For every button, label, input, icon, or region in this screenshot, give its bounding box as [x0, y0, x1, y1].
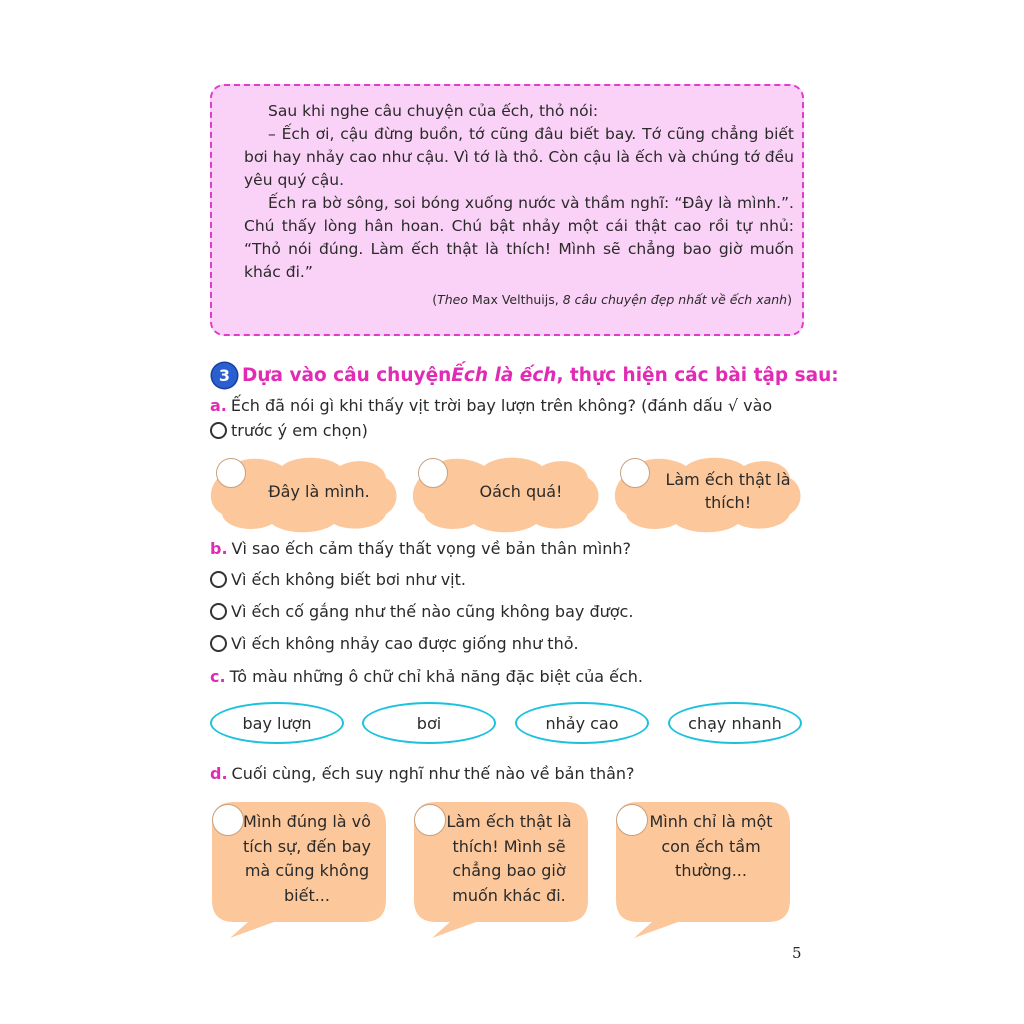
cloud-option-3[interactable]: [612, 456, 802, 534]
answer-circle[interactable]: [210, 571, 227, 588]
ability-oval-fly[interactable]: bay lượn: [210, 702, 344, 744]
exercise-3-title: 3 Dựa vào câu chuyện Ếch là ếch , thực hiện các bài tập sau:: [212, 362, 839, 388]
cloud-option-1-text: Đây là mình.: [268, 481, 370, 501]
speech-bubble-2-text: Làm ếch thật là thích! Mình sẽ chẳng bao giờ muốn khác đi.: [446, 812, 572, 905]
speech-bubble-1[interactable]: [210, 800, 388, 940]
story-citation: (Theo Max Velthuijs, 8 câu chuyện đẹp nhất về ếch xanh): [432, 292, 792, 307]
cloud-option-1[interactable]: [208, 456, 398, 534]
question-b-option-2[interactable]: Vì ếch cố gắng như thế nào cũng không bay được.: [210, 602, 633, 621]
speech-bubble-3-text: Mình chỉ là một con ếch tầm thường...: [649, 812, 773, 880]
question-b-option-3[interactable]: Vì ếch không nhảy cao được giống như thỏ.: [210, 634, 579, 653]
question-b-label: b.: [210, 539, 228, 558]
answer-circle[interactable]: [210, 635, 227, 652]
question-d-label: d.: [210, 764, 228, 783]
answer-circle[interactable]: [620, 458, 650, 488]
exercise-number-badge: 3: [212, 363, 237, 388]
question-b-option-1[interactable]: Vì ếch không biết bơi như vịt.: [210, 570, 466, 589]
speech-bubble-1-text: Mình đúng là vô tích sự, đến bay mà cũng không biết...: [242, 812, 372, 905]
cloud-option-2[interactable]: [410, 456, 600, 534]
story-line-3: Ếch ra bờ sông, soi bóng xuống nước và thầm nghĩ: “Đây là mình.”. Chú thấy lòng hân hoan. Chú bật nhảy một cái thật cao rồi tự nhủ: “Thỏ nói đúng. Làm ếch thật là thích! Mình sẽ chẳng bao giờ muốn khác đi.”: [244, 194, 794, 281]
answer-circle[interactable]: [210, 422, 227, 439]
cloud-option-3-text: Làm ếch thật là thích!: [665, 470, 791, 512]
answer-circle[interactable]: [418, 458, 448, 488]
story-box: [210, 84, 804, 336]
story-text: [244, 100, 794, 284]
ability-oval-run[interactable]: chạy nhanh: [668, 702, 802, 744]
question-c-label: c.: [210, 667, 226, 686]
question-a: a. Ếch đã nói gì khi thấy vịt trời bay lượn trên không? (đánh dấu √ vào: [210, 396, 773, 415]
question-a-label: a.: [210, 396, 227, 415]
answer-circle[interactable]: [216, 458, 246, 488]
question-c: c. Tô màu những ô chữ chỉ khả năng đặc biệt của ếch.: [210, 667, 644, 686]
question-a-line-2: trước ý em chọn): [210, 421, 368, 440]
ability-oval-swim[interactable]: bơi: [362, 702, 496, 744]
speech-bubble-3[interactable]: [614, 800, 792, 940]
question-d: d. Cuối cùng, ếch suy nghĩ như thế nào về bản thân?: [210, 764, 635, 783]
answer-circle[interactable]: [210, 603, 227, 620]
speech-bubble-2[interactable]: [412, 800, 590, 940]
story-line-2: – Ếch ơi, cậu đừng buồn, tớ cũng đâu biết bay. Tớ cũng chẳng biết bơi hay nhảy cao như cậu. Vì tớ là thỏ. Còn cậu là ếch và chúng tớ đều yêu quý cậu.: [244, 125, 794, 189]
question-b: b. Vì sao ếch cảm thấy thất vọng về bản thân mình?: [210, 539, 631, 558]
ability-oval-jump[interactable]: nhảy cao: [515, 702, 649, 744]
cloud-option-2-text: Oách quá!: [479, 481, 563, 501]
story-line-1: Sau khi nghe câu chuyện của ếch, thỏ nói:: [268, 102, 599, 120]
page-number: 5: [792, 944, 802, 962]
